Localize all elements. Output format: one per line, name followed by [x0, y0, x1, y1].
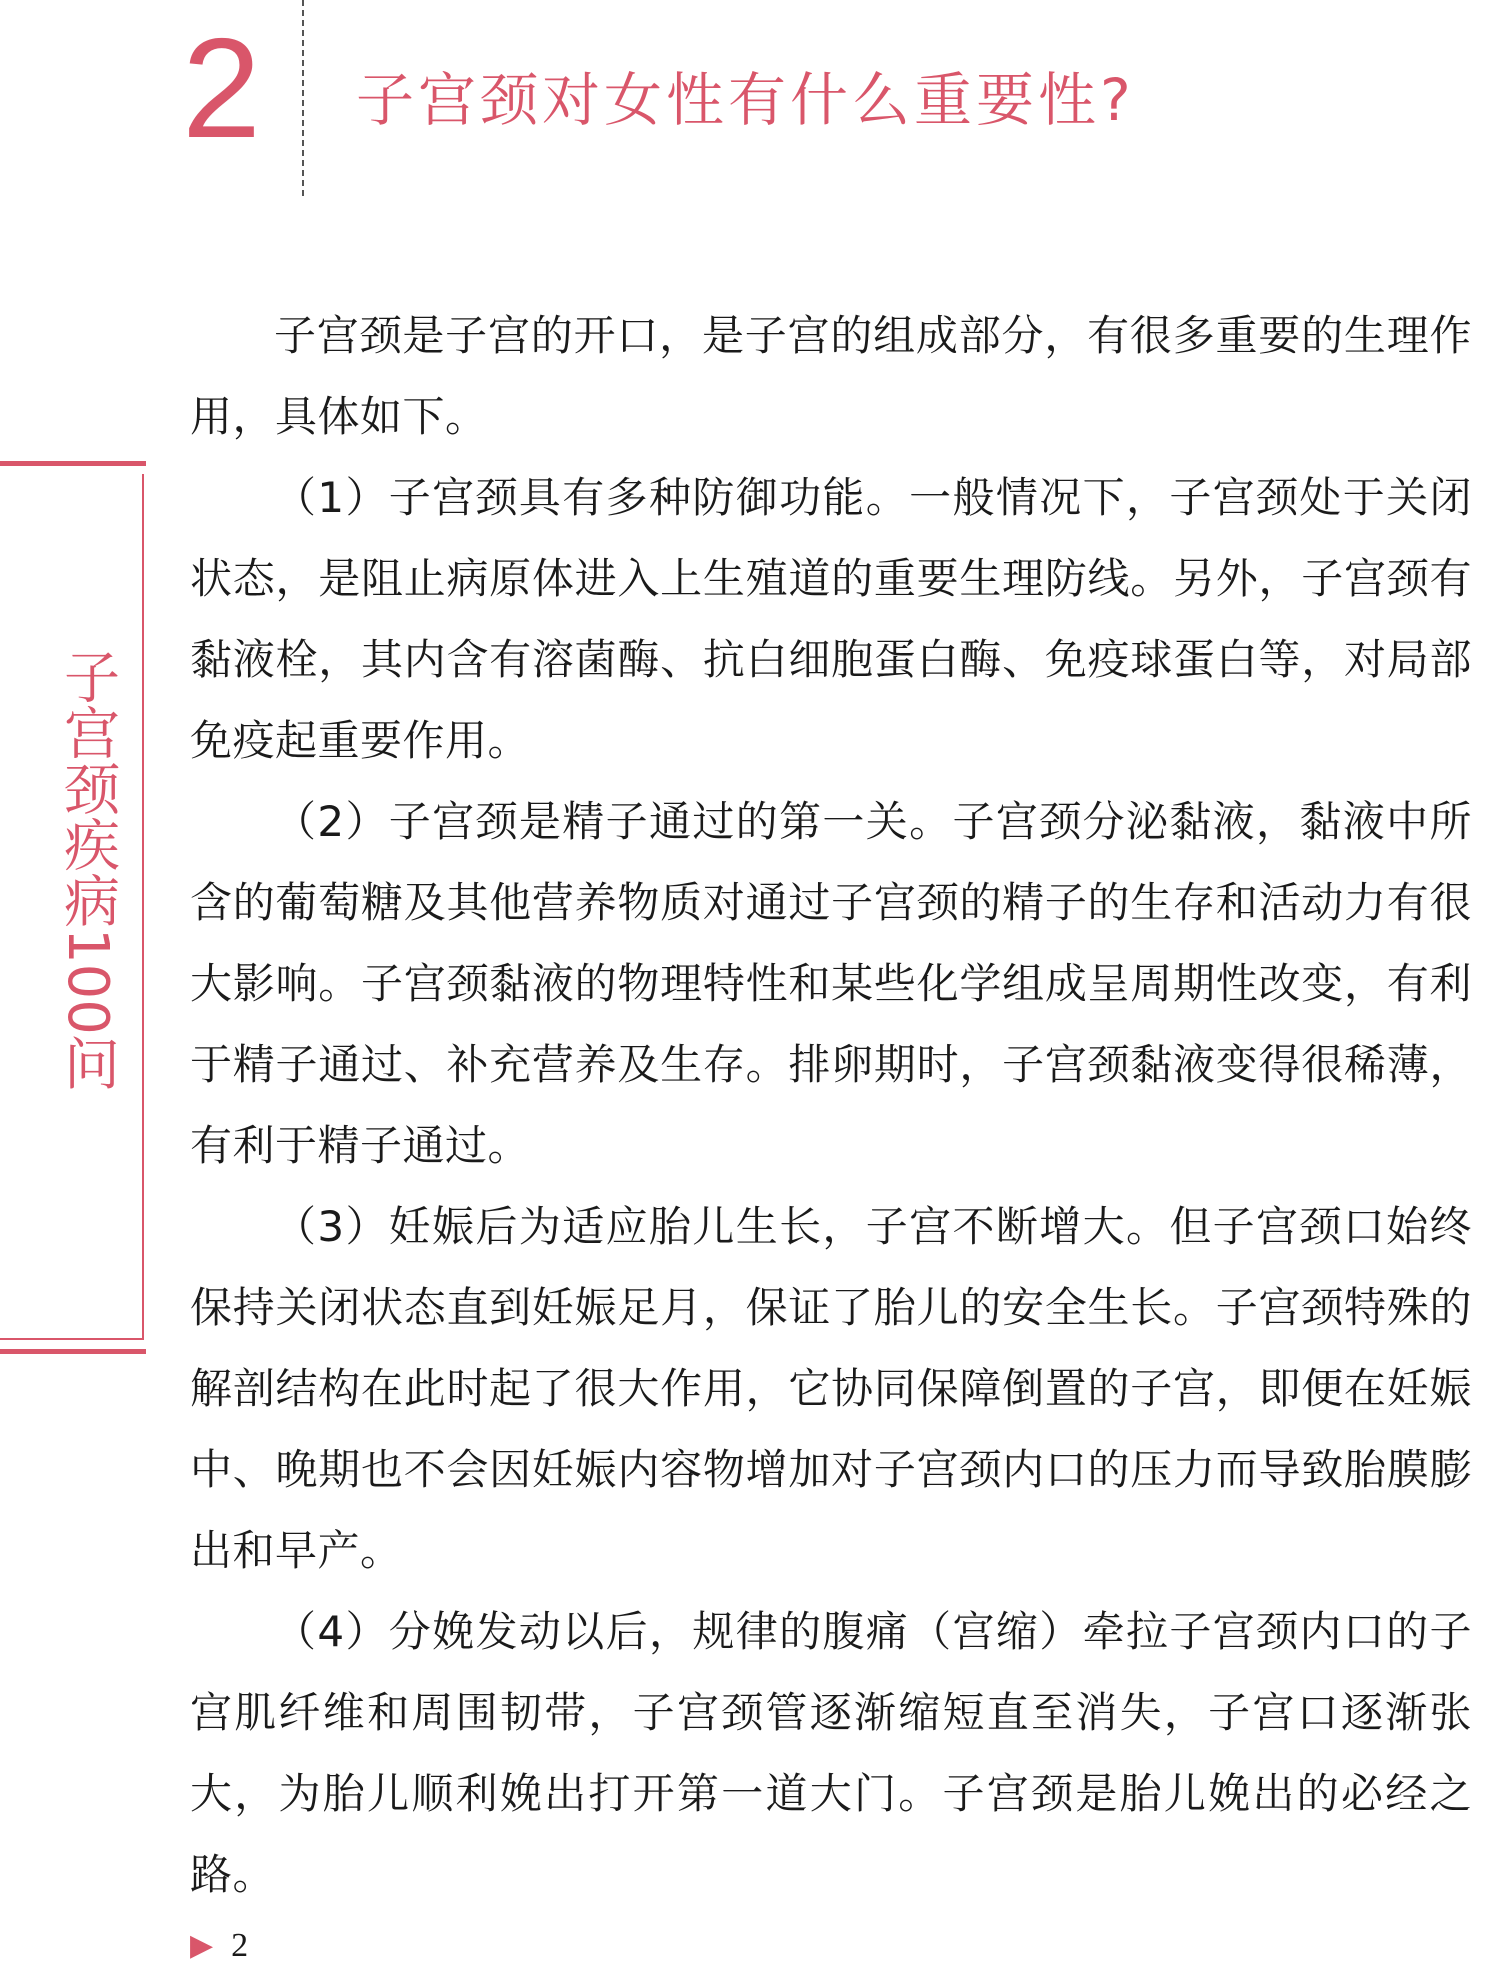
- paragraph-3: （3）妊娠后为适应胎儿生长，子宫不断增大。但子宫颈口始终保持关闭状态直到妊娠足月，保证了胎儿的安全生长。子宫颈特殊的解剖结构在此时起了很大作用，它协同保障倒置的子宫，即便在妊娠中、晚期也不会因妊娠内容物增加对子宫颈内口的压力而导致胎膜膨出和早产。: [190, 1202, 1472, 1575]
- paragraph-4: （4）分娩发动以后，规律的腹痛（宫缩）牵拉子宫颈内口的子宫肌纤维和周围韧带，子宫颈管逐渐缩短直至消失，子宫口逐渐张大，为胎儿顺利娩出打开第一道大门。子宫颈是胎儿娩出的必经之路。: [190, 1607, 1472, 1899]
- question-title: 子宫颈对女性有什么重要性?: [356, 66, 1135, 134]
- paragraph-1: （1）子宫颈具有多种防御功能。一般情况下，子宫颈处于关闭状态，是阻止病原体进入上生殖道的重要生理防线。另外，子宫颈有黏液栓，其内含有溶菌酶、抗白细胞蛋白酶、免疫球蛋白等，对局部免疫起重要作用。: [190, 473, 1472, 765]
- page-footer: [190, 1926, 248, 1966]
- body-text: [190, 295, 1472, 1915]
- header-divider: [302, 0, 304, 196]
- paragraph-intro: 子宫颈是子宫的开口，是子宫的组成部分，有很多重要的生理作用，具体如下。: [190, 311, 1472, 441]
- page-number: 2: [231, 1927, 249, 1964]
- sidebar-top-rule: [0, 461, 146, 466]
- sidebar-book-title: 子宫颈疾病100问: [55, 648, 120, 1091]
- paragraph-2: （2）子宫颈是精子通过的第一关。子宫颈分泌黏液，黏液中所含的葡萄糖及其他营养物质对通过子宫颈的精子的生存和活动力有很大影响。子宫颈黏液的物理特性和某些化学组成呈周期性改变，有利于精子通过、补充营养及生存。排卵期时，子宫颈黏液变得很稀薄，有利于精子通过。: [190, 797, 1472, 1170]
- question-number: 2: [182, 9, 261, 168]
- triangle-right-icon: ▶: [190, 1929, 214, 1962]
- sidebar-bottom-rule: [0, 1349, 146, 1354]
